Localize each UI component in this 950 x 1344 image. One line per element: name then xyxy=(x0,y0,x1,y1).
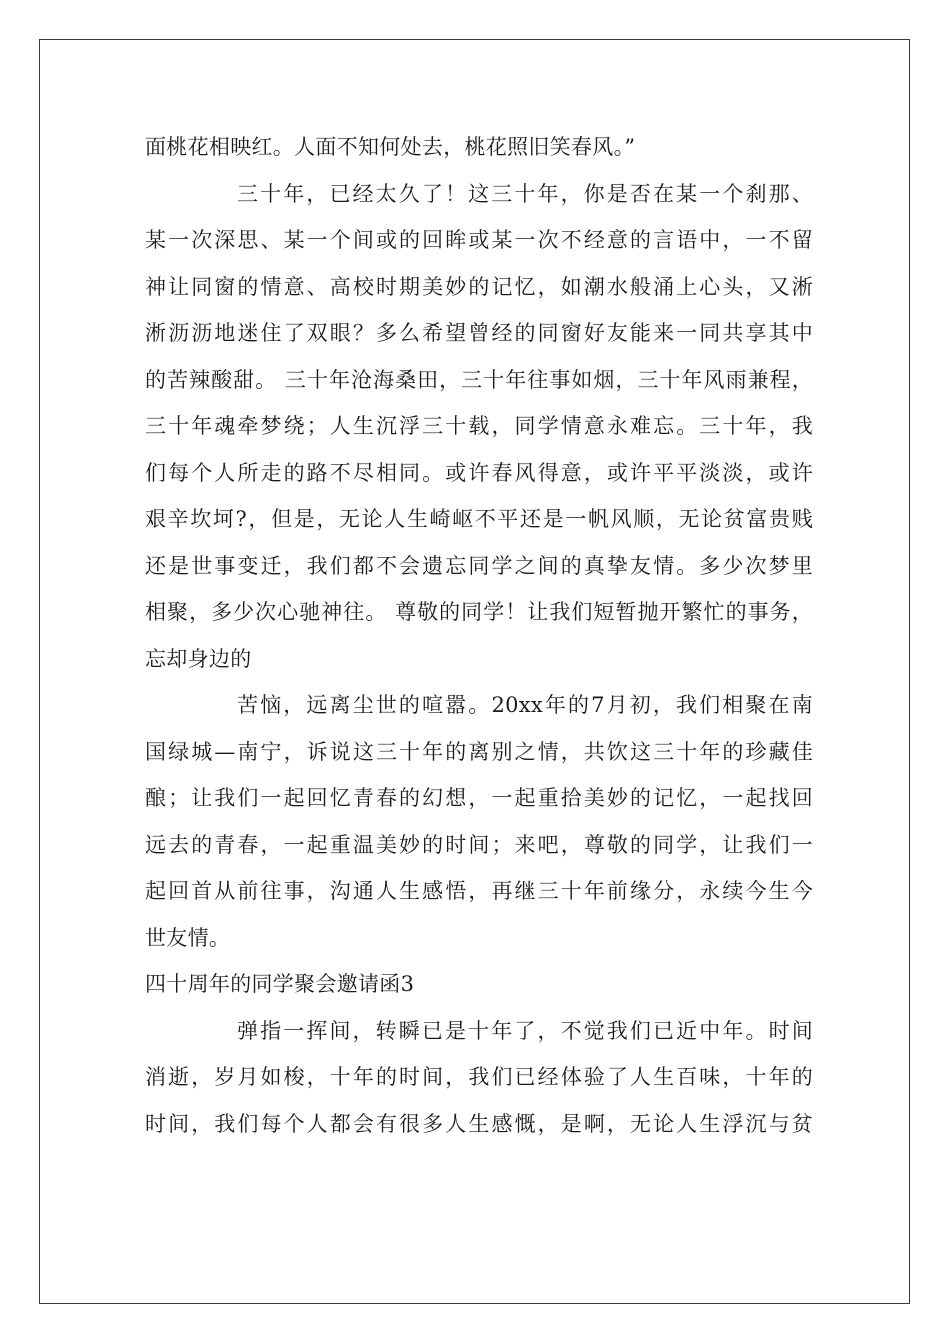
document-body xyxy=(145,124,813,1147)
text-line: 苦恼，远离尘世的喧嚣。20xx年的7月初，我们相聚在南 xyxy=(237,693,813,717)
text-line: 三十年，已经太久了！这三十年，你是否在某一个刹那、 xyxy=(237,181,813,206)
text-line: 起回首从前往事，沟通人生感悟，再继三十年前缘分，永续今生今 xyxy=(145,879,813,903)
text-line: 还是世事变迁，我们都不会遗忘同学之间的真挚友情。多少次梦里 xyxy=(145,553,813,578)
text-line: 国绿城—南宁，诉说这三十年的离别之情，共饮这三十年的珍藏佳 xyxy=(145,739,813,764)
section-heading: 四十周年的同学聚会邀请函3 xyxy=(145,972,415,996)
text-line: 面桃花相映红。人面不知何处去，桃花照旧笑春风。” xyxy=(145,135,636,159)
text-line: 远去的青春，一起重温美妙的时间；来吧，尊敬的同学，让我们一 xyxy=(145,832,813,857)
text-line: 淅沥沥地迷住了双眼？多么希望曾经的同窗好友能来一同共享其中 xyxy=(145,321,813,345)
text-line: 忘却身边的 xyxy=(145,646,252,671)
text-line: 三十年魂牵梦绕；人生沉浮三十载，同学情意永难忘。三十年，我 xyxy=(145,414,813,438)
text-line: 时间，我们每个人都会有很多人生感慨，是啊，无论人生浮沉与贫 xyxy=(145,1111,813,1136)
text-line: 某一次深思、某一个间或的回眸或某一次不经意的言语中，一不留 xyxy=(145,228,813,252)
text-line: 消逝，岁月如梭，十年的时间，我们已经体验了人生百味，十年的 xyxy=(145,1065,813,1089)
text-line: 的苦辣酸甜。 三十年沧海桑田，三十年往事如烟，三十年风雨兼程， xyxy=(145,367,813,392)
text-line: 弹指一挥间，转瞬已是十年了，不觉我们已近中年。时间 xyxy=(237,1018,813,1043)
text-line: 神让同窗的情意、高校时期美妙的记忆，如潮水般涌上心头，又淅 xyxy=(145,274,813,299)
text-line: 艰辛坎坷?，但是，无论人生崎岖不平还是一帆风顺，无论贫富贵贱 xyxy=(145,507,813,531)
text-line: 们每个人所走的路不尽相同。或许春风得意，或许平平淡淡，或许 xyxy=(145,460,813,485)
text-line: 相聚，多少次心驰神往。 尊敬的同学！让我们短暂抛开繁忙的事务， xyxy=(145,600,813,624)
text-line: 酿；让我们一起回忆青春的幻想，一起重拾美妙的记忆，一起找回 xyxy=(145,786,813,810)
text-line: 世友情。 xyxy=(145,925,231,950)
